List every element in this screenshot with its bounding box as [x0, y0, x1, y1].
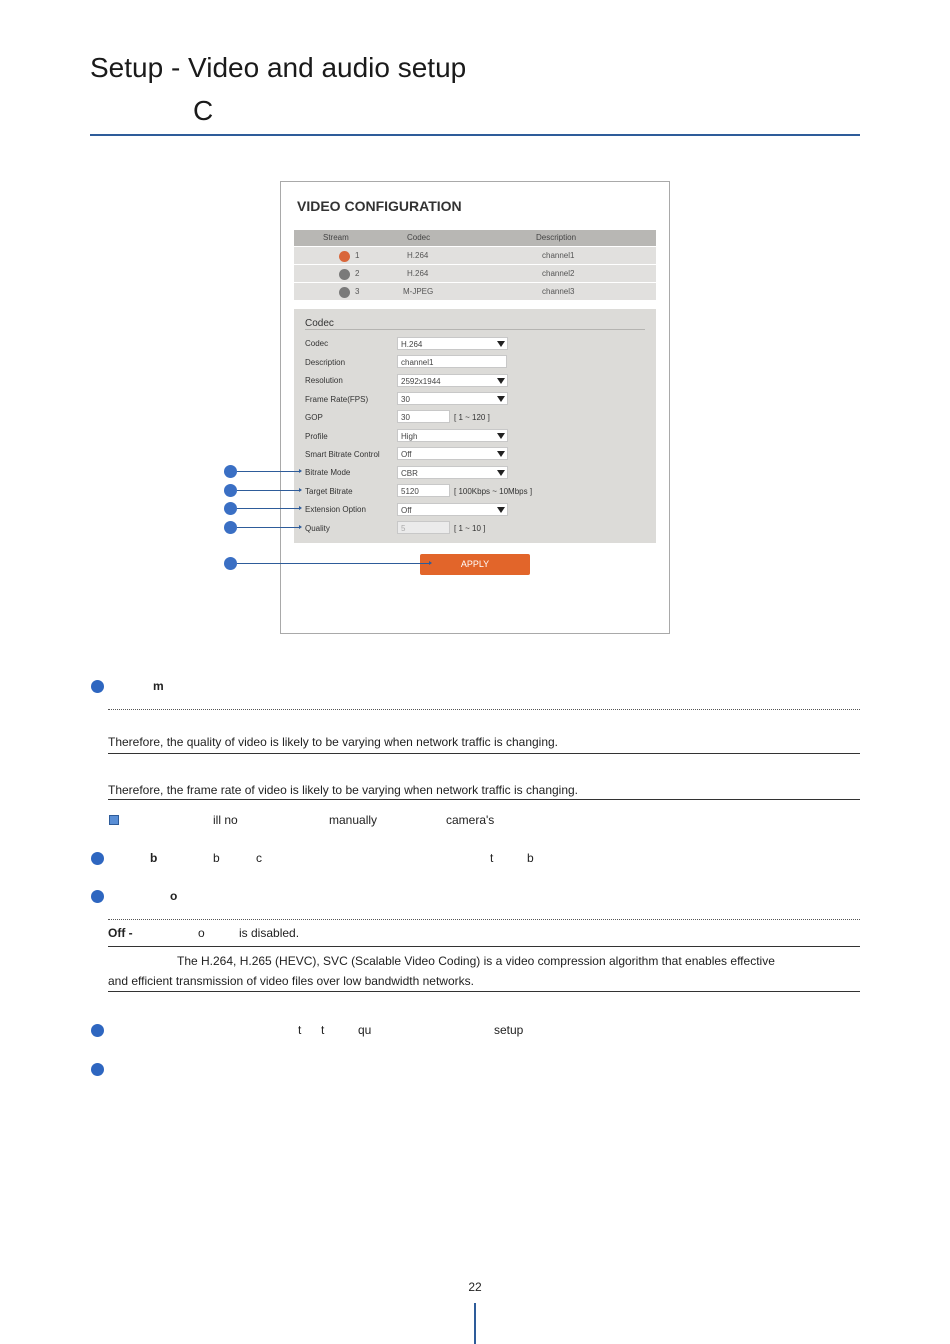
callout-marker-1: [224, 465, 237, 478]
dropdown-arrow-icon: [497, 341, 505, 347]
quality-input-disabled: 5: [397, 521, 450, 534]
bullet-5: [91, 1063, 104, 1076]
off-option-label: [108, 926, 133, 940]
stream-codec: H.264: [407, 251, 429, 260]
bitrate-mode-select[interactable]: [397, 466, 508, 479]
page-footer-bar: [474, 1303, 476, 1344]
note-icon: [109, 815, 119, 825]
stream-row-3[interactable]: [294, 283, 656, 300]
bitrate-mode-value: CBR: [401, 469, 418, 478]
video-configuration-heading: VIDEO CONFIGURATION: [297, 198, 462, 214]
stream-row-1[interactable]: [294, 247, 656, 264]
gop-label: GOP: [305, 413, 323, 422]
callout-arrow-icon: [299, 506, 302, 510]
codec-value: H.264: [401, 340, 423, 349]
item-2-fragment: [150, 851, 157, 865]
gop-input[interactable]: 30: [397, 410, 450, 423]
bitrate-mode-label: Bitrate Mode: [305, 468, 351, 477]
stream-description: channel2: [542, 269, 575, 278]
resolution-select[interactable]: [397, 374, 508, 387]
stream-number: 1: [355, 251, 360, 260]
item-4-fragment: t: [298, 1023, 302, 1037]
item-2-fragment: b: [213, 851, 220, 865]
stream-table-header: [294, 230, 656, 246]
extension-option-select[interactable]: [397, 503, 508, 516]
dropdown-arrow-icon: [497, 433, 505, 439]
callout-line: [237, 490, 299, 491]
target-bitrate-range-hint: [ 100Kbps ~ 10Mbps ]: [454, 487, 533, 496]
callout-arrow-icon: [429, 561, 432, 565]
dropdown-arrow-icon: [497, 470, 505, 476]
note-fragment: camera's: [446, 813, 495, 827]
dotted-divider: [108, 919, 860, 920]
stream-radio-icon[interactable]: [339, 287, 350, 298]
smart-bitrate-value: Off: [401, 450, 412, 459]
stream-row-2[interactable]: [294, 265, 656, 282]
callout-arrow-icon: [299, 488, 302, 492]
item-2-fragment: b: [527, 851, 534, 865]
stream-selected-radio-icon[interactable]: [339, 251, 350, 262]
stream-number: 3: [355, 287, 360, 296]
resolution-label: Resolution: [305, 376, 343, 385]
dropdown-arrow-icon: [497, 396, 505, 402]
codec-panel-divider: [305, 329, 645, 330]
profile-select[interactable]: [397, 429, 508, 442]
frame-rate-value: 30: [401, 395, 410, 404]
row-divider: [108, 753, 860, 754]
quality-range-hint: [ 1 ~ 10 ]: [454, 524, 486, 533]
apply-button[interactable]: APPLY: [420, 554, 530, 575]
item-2-bold-fragment: b: [150, 851, 158, 865]
svc-description-line-2: and efficient transmission of video files over low bandwidth networks.: [108, 974, 474, 988]
stream-codec: M-JPEG: [403, 287, 434, 296]
codec-select[interactable]: [397, 337, 508, 350]
profile-value: High: [401, 432, 418, 441]
item-4-fragment: setup: [494, 1023, 524, 1037]
stream-description: channel3: [542, 287, 575, 296]
callout-line: [237, 527, 299, 528]
item-4-fragment: t: [321, 1023, 325, 1037]
target-bitrate-input[interactable]: 5120: [397, 484, 450, 497]
codec-label: Codec: [305, 339, 329, 348]
stream-radio-icon[interactable]: [339, 269, 350, 280]
item-1-heading: [153, 679, 164, 693]
dropdown-arrow-icon: [497, 507, 505, 513]
callout-line: [237, 471, 299, 472]
item-3-heading: [170, 889, 177, 903]
row-divider: [108, 799, 860, 800]
description-label: Description: [305, 358, 346, 367]
page-title: Setup - Video and audio setup: [90, 52, 467, 83]
quality-label: Quality: [305, 524, 330, 533]
callout-arrow-icon: [299, 525, 302, 529]
note-fragment: ill no: [213, 813, 238, 827]
resolution-value: 2592x1944: [401, 377, 441, 386]
smart-bitrate-label: Smart Bitrate Control: [305, 450, 380, 459]
svc-description-line-1: The H.264, H.265 (HEVC), SVC (Scalable Video Coding) is a video compression algorithm that enables effective: [177, 954, 775, 968]
codec-panel-title: Codec: [305, 318, 334, 329]
page-number: 22: [468, 1280, 482, 1294]
dotted-divider: [108, 709, 860, 710]
row-divider: [108, 991, 860, 992]
stream-description: channel1: [542, 251, 575, 260]
item-2-fragment: t: [490, 851, 494, 865]
dropdown-arrow-icon: [497, 378, 505, 384]
off-label-text: Off -: [108, 926, 133, 940]
note-fragment: manually: [329, 813, 378, 827]
item-3-heading-text: o: [170, 889, 178, 903]
column-header-stream: Stream: [323, 233, 349, 242]
stream-number: 2: [355, 269, 360, 278]
callout-arrow-icon: [299, 469, 302, 473]
section-subtitle: C: [193, 95, 214, 126]
target-bitrate-label: Target Bitrate: [305, 487, 353, 496]
frame-rate-label: Frame Rate(FPS): [305, 395, 369, 404]
callout-line: [237, 508, 299, 509]
callout-marker-4: [224, 521, 237, 534]
item-2-fragment: c: [256, 851, 262, 865]
callout-marker-5: [224, 557, 237, 570]
bullet-4: [91, 1024, 104, 1037]
bullet-3: [91, 890, 104, 903]
vbr-description: Therefore, the frame rate of video is likely to be varying when network traffic is changing.: [108, 783, 579, 797]
cbr-description: Therefore, the quality of video is likely to be varying when network traffic is changing.: [108, 735, 559, 749]
bullet-2: [91, 852, 104, 865]
column-header-codec: Codec: [407, 233, 431, 242]
gop-range-hint: [ 1 ~ 120 ]: [454, 413, 490, 422]
extension-option-label: Extension Option: [305, 505, 366, 514]
title-divider: [90, 134, 860, 136]
frame-rate-select[interactable]: [397, 392, 508, 405]
column-header-description: Description: [536, 233, 577, 242]
dropdown-arrow-icon: [497, 451, 505, 457]
bullet-1: [91, 680, 104, 693]
description-input[interactable]: channel1: [397, 355, 507, 368]
smart-bitrate-select[interactable]: [397, 447, 508, 460]
row-divider: [108, 946, 860, 947]
profile-label: Profile: [305, 432, 328, 441]
extension-option-value: Off: [401, 506, 412, 515]
stream-codec: H.264: [407, 269, 429, 278]
callout-marker-2: [224, 484, 237, 497]
callout-marker-3: [224, 502, 237, 515]
off-option-fragment: is disabled.: [239, 926, 300, 940]
off-option-fragment: o: [198, 926, 205, 940]
callout-line: [237, 563, 429, 564]
item-1-heading-text: m: [153, 679, 164, 693]
item-4-fragment: qu: [358, 1023, 372, 1037]
